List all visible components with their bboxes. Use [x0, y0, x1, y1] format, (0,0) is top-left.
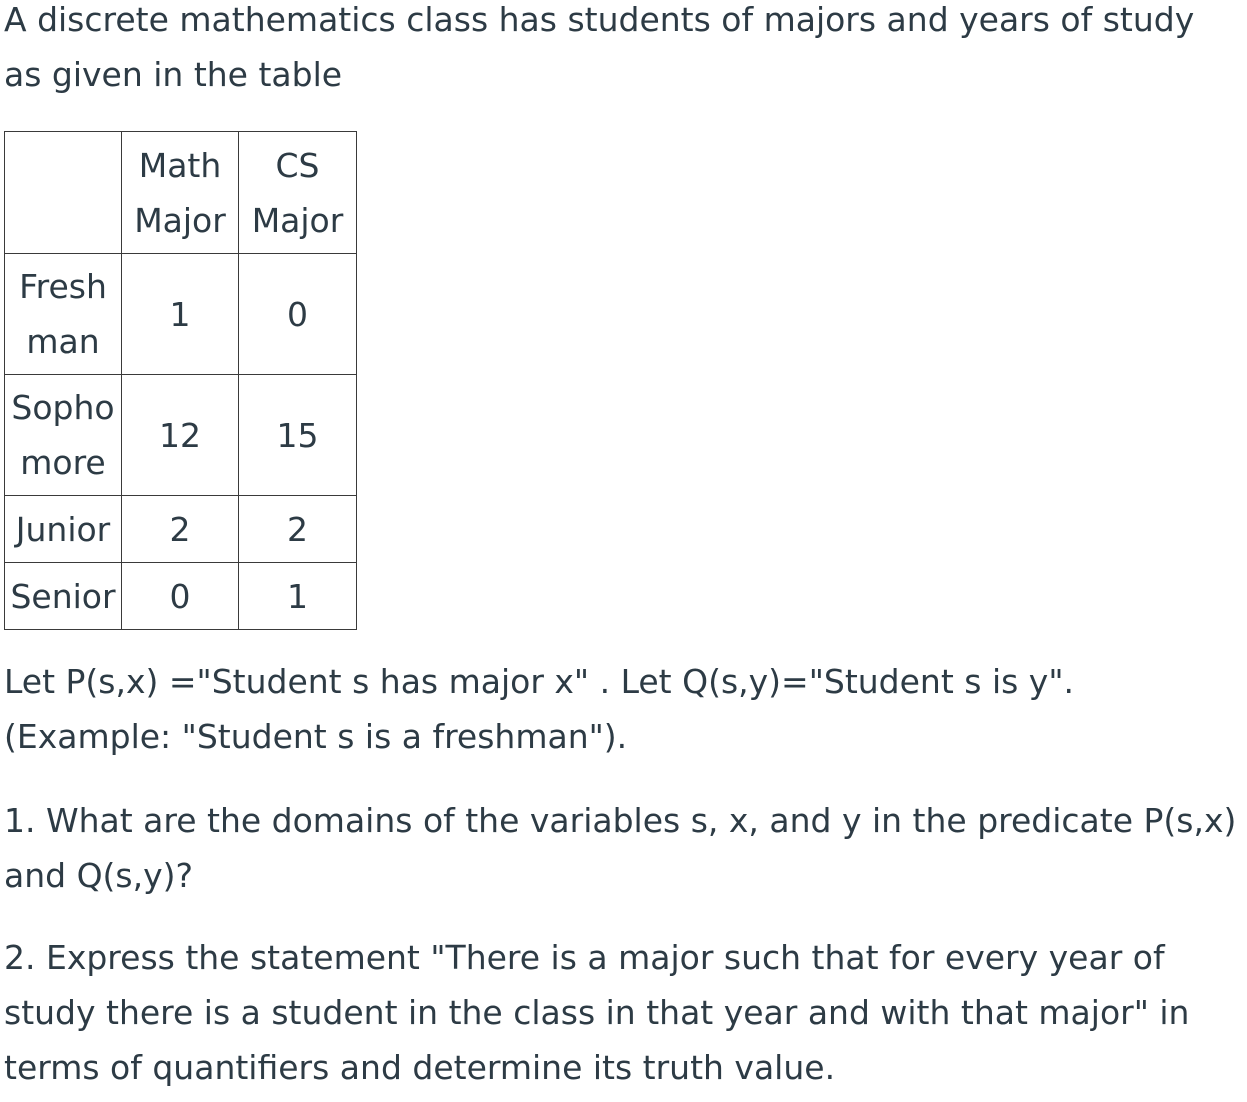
table-cell: 0 [239, 254, 357, 375]
table-header-row [5, 132, 357, 254]
row-header-junior: Junior [5, 496, 122, 563]
table-cell: 15 [239, 375, 357, 496]
table-row [5, 375, 357, 496]
table-row [5, 496, 357, 563]
table-cell: 1 [122, 254, 239, 375]
predicate-definitions: Let P(s,x) ="Student s has major x" . Let Q(s,y)="Student s is y". (Example: "Student s is a freshman"). [4, 662, 1075, 756]
row-header-sophomore: Sopho more [5, 375, 122, 496]
table-corner-cell [5, 132, 122, 254]
column-header-math-major: Math Major [122, 132, 239, 254]
table-row [5, 254, 357, 375]
table-cell: 2 [122, 496, 239, 563]
column-header-cs-major: CS Major [239, 132, 357, 254]
table-cell: 0 [122, 563, 239, 630]
table-row [5, 563, 357, 630]
table-cell: 1 [239, 563, 357, 630]
row-header-freshman: Fresh man [5, 254, 122, 375]
table-cell: 2 [239, 496, 357, 563]
question-1: 1. What are the domains of the variables s, x, and y in the predicate P(s,x) and Q(s,y)? [4, 801, 1237, 895]
intro-text: A discrete mathematics class has students of majors and years of study as given in the table [4, 0, 1195, 94]
majors-years-table [4, 131, 357, 630]
table-cell: 12 [122, 375, 239, 496]
question-2: 2. Express the statement "There is a major such that for every year of study there is a student in the class in that year and with that major" in terms of quantifiers and determine its truth value. [4, 938, 1190, 1087]
row-header-senior: Senior [5, 563, 122, 630]
